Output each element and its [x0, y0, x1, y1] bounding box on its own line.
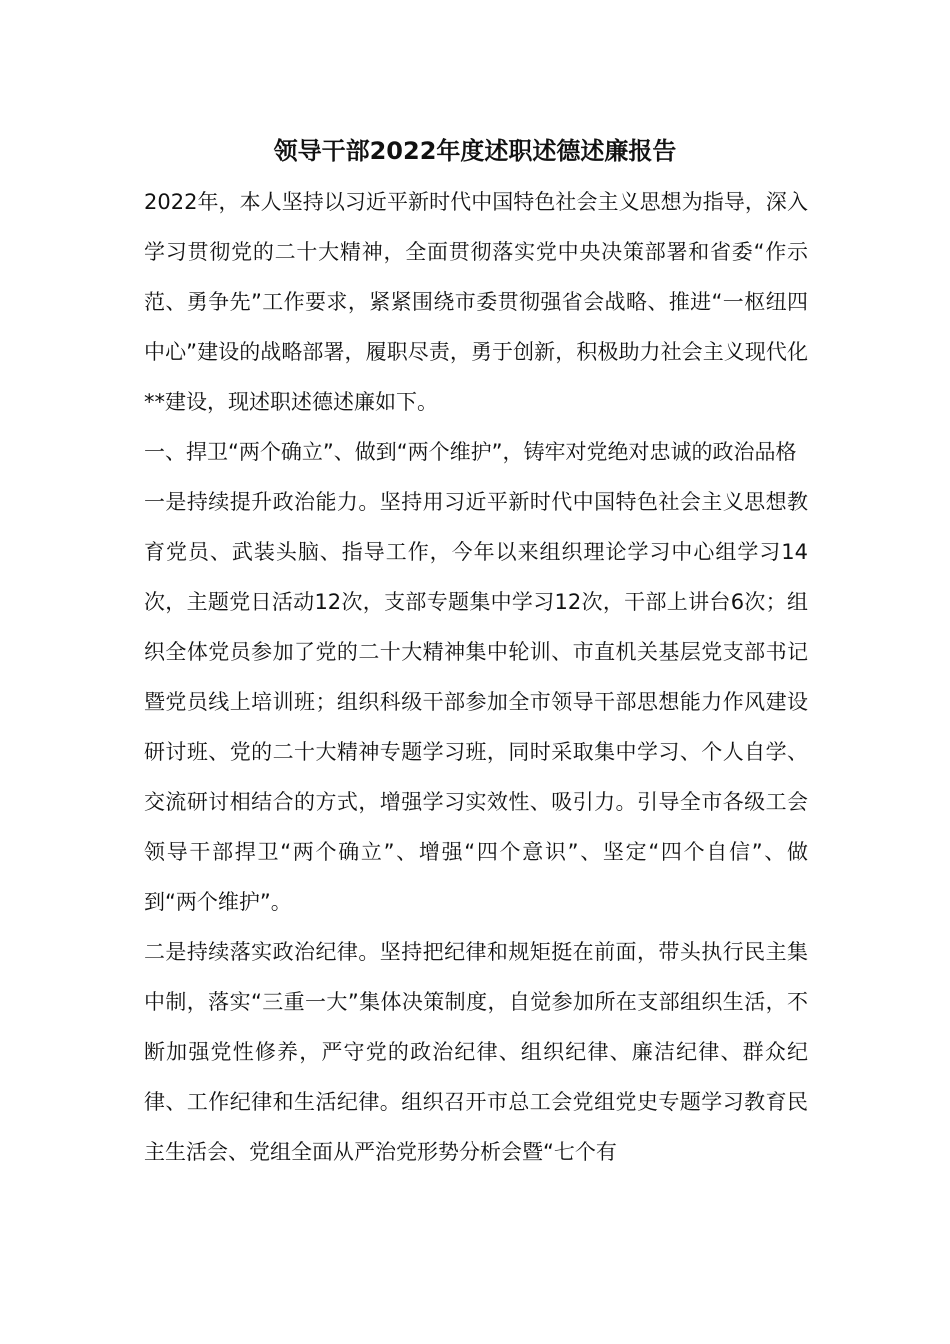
intro-paragraph: 2022年，本人坚持以习近平新时代中国特色社会主义思想为指导，深入学习贯彻党的二十大精神，全面贯彻落实党中央决策部署和省委“作示范、勇争先”工作要求，紧紧围绕市委贯彻强省会战略、推进“一枢纽四中心”建设的战略部署，履职尽责，勇于创新，积极助力社会主义现代化**建设，现述职述德述廉如下。 [144, 190, 808, 414]
paragraph-political-discipline: 二是持续落实政治纪律。坚持把纪律和规矩挺在前面，带头执行民主集中制，落实“三重一大”集体决策制度，自觉参加所在支部组织生活，不断加强党性修养，严守党的政治纪律、组织纪律、廉洁纪律、群众纪律、工作纪律和生活纪律。组织召开市总工会党组党史专题学习教育民主生活会、党组全面从严治党形势分析会暨“七个有 [144, 940, 808, 1164]
paragraph-political-ability: 一是持续提升政治能力。坚持用习近平新时代中国特色社会主义思想教育党员、武装头脑、指导工作，今年以来组织理论学习中心组学习14次，主题党日活动12次，支部专题集中学习12次，干部上讲台6次；组织全体党员参加了党的二十大精神集中轮训、市直机关基层党支部书记暨党员线上培训班；组织科级干部参加全市领导干部思想能力作风建设研讨班、党的二十大精神专题学习班，同时采取集中学习、个人自学、交流研讨相结合的方式，增强学习实效性、吸引力。引导全市各级工会领导干部捍卫“两个确立”、增强“四个意识”、坚定“四个自信”、做到“两个维护”。 [144, 490, 808, 914]
section-heading-1: 一、捍卫“两个确立”、做到“两个维护”，铸牢对党绝对忠诚的政治品格 [144, 440, 797, 464]
document-body [144, 177, 808, 1177]
document-title: 领导干部2022年度述职述德述廉报告 [273, 137, 677, 165]
